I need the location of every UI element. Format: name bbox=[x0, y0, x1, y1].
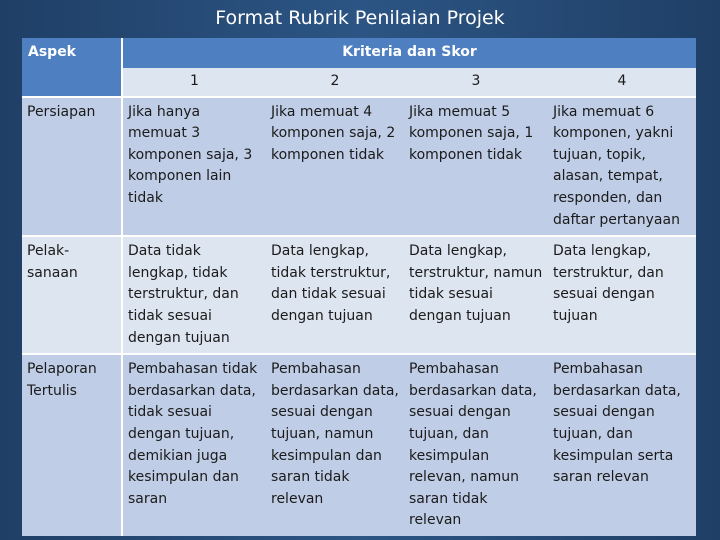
criteria-cell: Data tidak lengkap, tidak terstruktur, dan tidak sesuai dengan tujuan bbox=[122, 236, 266, 354]
table-row bbox=[22, 97, 696, 237]
header-row bbox=[22, 38, 696, 68]
criteria-cell: Data lengkap, terstruktur, dan sesuai dengan tujuan bbox=[548, 236, 696, 354]
score-2: 2 bbox=[266, 68, 404, 97]
aspect-cell: Persiapan bbox=[22, 97, 122, 237]
criteria-cell: Jika hanya memuat 3 komponen saja, 3 komponen lain tidak bbox=[122, 97, 266, 237]
criteria-cell: Pembahasan berdasarkan data, sesuai dengan tujuan, namun kesimpulan dan saran tidak relevan bbox=[266, 354, 404, 536]
criteria-cell: Jika memuat 4 komponen saja, 2 komponen tidak bbox=[266, 97, 404, 237]
score-4: 4 bbox=[548, 68, 696, 97]
score-3: 3 bbox=[404, 68, 548, 97]
criteria-cell: Pembahasan tidak berdasarkan data, tidak sesuai dengan tujuan, demikian juga kesimpulan dan saran bbox=[122, 354, 266, 536]
aspect-cell: Pelak-sanaan bbox=[22, 236, 122, 354]
header-aspek: Aspek bbox=[22, 38, 122, 97]
criteria-cell: Pembahasan berdasarkan data, sesuai dengan tujuan, dan kesimpulan serta saran relevan bbox=[548, 354, 696, 536]
table-row bbox=[22, 236, 696, 354]
table-row bbox=[22, 354, 696, 536]
page-title: Format Rubrik Penilaian Projek bbox=[215, 7, 505, 29]
score-row bbox=[22, 68, 696, 97]
criteria-cell: Jika memuat 5 komponen saja, 1 komponen tidak bbox=[404, 97, 548, 237]
rubric-table bbox=[22, 38, 696, 536]
score-1: 1 bbox=[122, 68, 266, 97]
criteria-cell: Pembahasan berdasarkan data, sesuai dengan tujuan, dan kesimpulan relevan, namun saran tidak relevan bbox=[404, 354, 548, 536]
criteria-cell: Data lengkap, tidak terstruktur, dan tidak sesuai dengan tujuan bbox=[266, 236, 404, 354]
header-kriteria: Kriteria dan Skor bbox=[122, 38, 696, 68]
criteria-cell: Jika memuat 6 komponen, yakni tujuan, topik, alasan, tempat, responden, dan daftar pertanyaan bbox=[548, 97, 696, 237]
criteria-cell: Data lengkap, terstruktur, namun tidak sesuai dengan tujuan bbox=[404, 236, 548, 354]
aspect-cell: Pelaporan Tertulis bbox=[22, 354, 122, 536]
